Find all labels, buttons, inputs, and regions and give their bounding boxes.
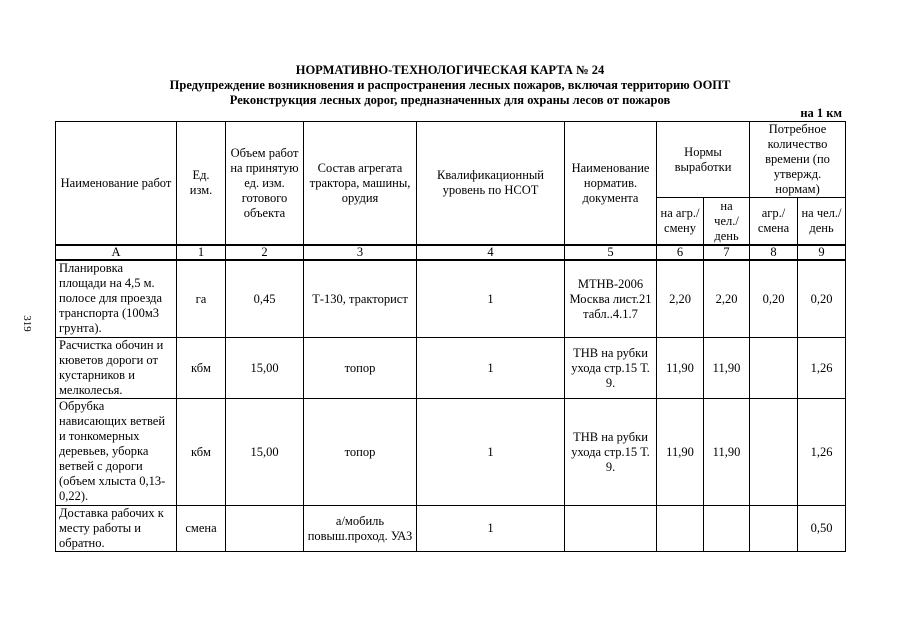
- norms-table: [55, 121, 846, 552]
- column-index: 7: [704, 245, 750, 260]
- column-index: 5: [565, 245, 657, 260]
- header-per-agr-shift: на агр./ смену: [657, 198, 704, 246]
- column-index-row: [56, 245, 846, 260]
- column-index: 6: [657, 245, 704, 260]
- table-row: [56, 260, 846, 338]
- cell-unit: кбм: [177, 338, 226, 399]
- cell-document: ТНВ на рубки ухода стр.15 Т. 9.: [565, 338, 657, 399]
- cell-unit: смена: [177, 506, 226, 552]
- cell-qualification: 1: [417, 260, 565, 338]
- cell-aggregate: а/мобиль повыш.проход. УАЗ: [304, 506, 417, 552]
- cell-output-person: [704, 506, 750, 552]
- cell-volume: 0,45: [226, 260, 304, 338]
- cell-output-agr: [657, 506, 704, 552]
- table-row: [56, 338, 846, 399]
- page-number: 319: [20, 315, 33, 332]
- cell-output-agr: 11,90: [657, 338, 704, 399]
- cell-time-person: 0,20: [798, 260, 846, 338]
- column-index: 4: [417, 245, 565, 260]
- cell-volume: [226, 506, 304, 552]
- cell-time-person: 0,50: [798, 506, 846, 552]
- header-aggregate: Состав агрегата трактора, машины, орудия: [304, 122, 417, 246]
- cell-volume: 15,00: [226, 338, 304, 399]
- cell-output-person: 2,20: [704, 260, 750, 338]
- cell-unit: га: [177, 260, 226, 338]
- cell-document: ТНВ на рубки ухода стр.15 Т. 9.: [565, 399, 657, 506]
- header-person-day: на чел./ день: [798, 198, 846, 246]
- cell-aggregate: топор: [304, 399, 417, 506]
- cell-aggregate: топор: [304, 338, 417, 399]
- cell-work: Доставка рабочих к месту работы и обратно.: [56, 506, 177, 552]
- cell-volume: 15,00: [226, 399, 304, 506]
- cell-work: Обрубка нависающих ветвей и тонкомерных деревьев, уборка ветвей с дороги (объем хлыста 0,13-0,22).: [56, 399, 177, 506]
- header-per-person-day: на чел./ день: [704, 198, 750, 246]
- cell-output-person: 11,90: [704, 338, 750, 399]
- cell-unit: кбм: [177, 399, 226, 506]
- column-index: 8: [750, 245, 798, 260]
- title-block: [55, 63, 845, 108]
- header-unit: Ед. изм.: [177, 122, 226, 246]
- document-subtitle: Предупреждение возникновения и распространения лесных пожаров, включая территорию ООПТ: [169, 78, 731, 92]
- header-document: Наименование норматив. документа: [565, 122, 657, 246]
- cell-output-agr: 2,20: [657, 260, 704, 338]
- header-agr-shift: агр./ смена: [750, 198, 798, 246]
- header-time-required: Потребное количество времени (по утвержд. нормам): [750, 122, 846, 198]
- column-index: 1: [177, 245, 226, 260]
- table-row: [56, 506, 846, 552]
- cell-time-agr: [750, 399, 798, 506]
- header-output-norms: Нормы выработки: [657, 122, 750, 198]
- column-index: 3: [304, 245, 417, 260]
- cell-work: Планировка площади на 4,5 м. полосе для проезда транспорта (100м3 грунта).: [56, 260, 177, 338]
- header-row: [56, 122, 846, 198]
- cell-output-person: 11,90: [704, 399, 750, 506]
- cell-output-agr: 11,90: [657, 399, 704, 506]
- document-subtitle-2: Реконструкция лесных дорог, предназначенных для охраны лесов от пожаров: [229, 93, 671, 107]
- header-qualification: Квалификационный уровень по НСОТ: [417, 122, 565, 246]
- cell-qualification: 1: [417, 399, 565, 506]
- header-volume: Объем работ на принятую ед. изм. готового объекта: [226, 122, 304, 246]
- table-row: [56, 399, 846, 506]
- cell-time-person: 1,26: [798, 338, 846, 399]
- cell-aggregate: Т-130, тракторист: [304, 260, 417, 338]
- cell-time-agr: [750, 338, 798, 399]
- unit-label: на 1 км: [800, 106, 842, 120]
- header-work-name: Наименование работ: [56, 122, 177, 246]
- cell-qualification: 1: [417, 338, 565, 399]
- cell-work: Расчистка обочин и кюветов дороги от кустарников и мелколесья.: [56, 338, 177, 399]
- cell-document: МТНВ-2006 Москва лист.21 табл..4.1.7: [565, 260, 657, 338]
- cell-time-agr: 0,20: [750, 260, 798, 338]
- column-index: 2: [226, 245, 304, 260]
- column-index: А: [56, 245, 177, 260]
- cell-qualification: 1: [417, 506, 565, 552]
- document-title: НОРМАТИВНО-ТЕХНОЛОГИЧЕСКАЯ КАРТА № 24: [295, 63, 605, 77]
- cell-time-agr: [750, 506, 798, 552]
- cell-time-person: 1,26: [798, 399, 846, 506]
- column-index: 9: [798, 245, 846, 260]
- cell-document: [565, 506, 657, 552]
